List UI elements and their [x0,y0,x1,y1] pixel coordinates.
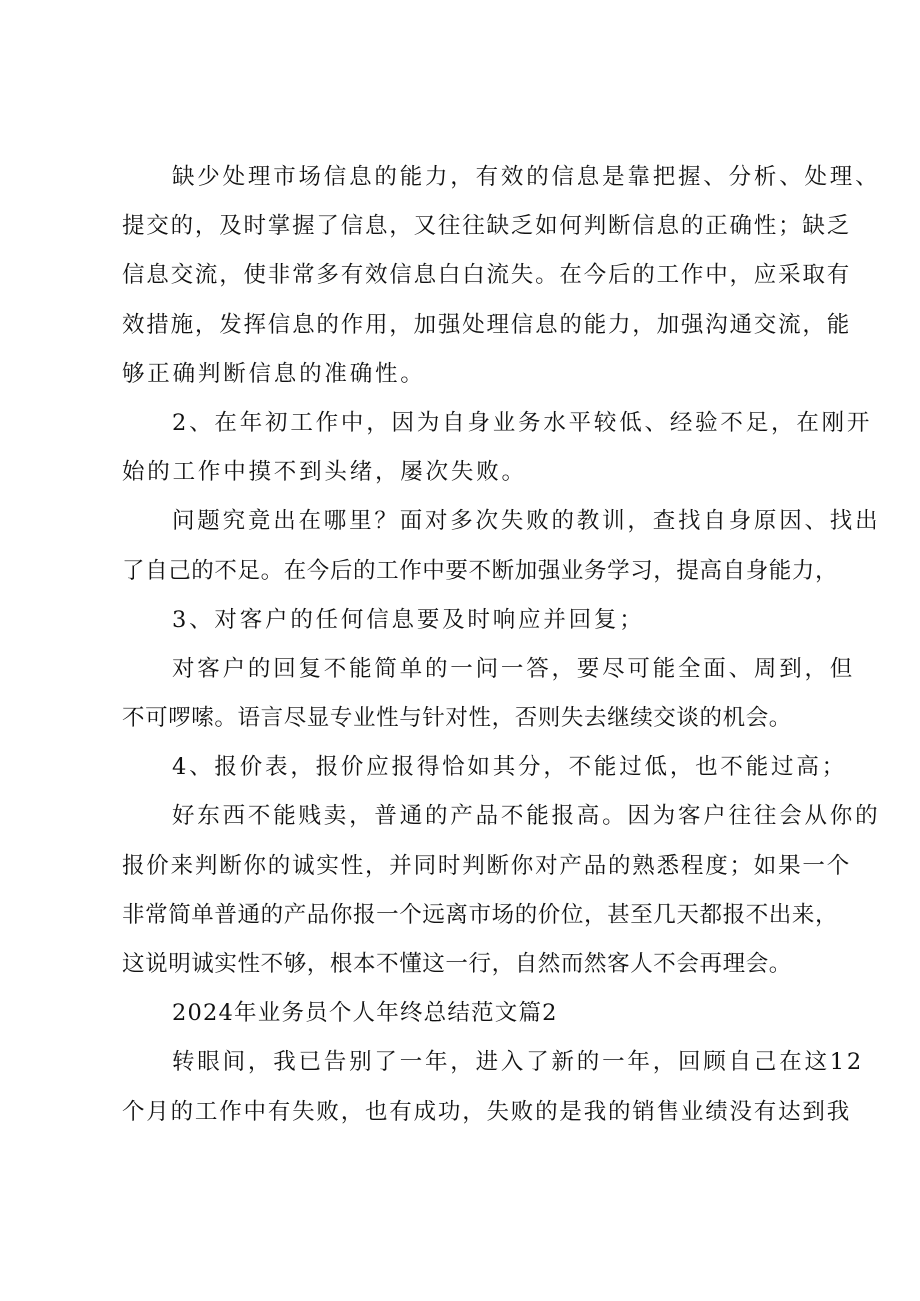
text-line: 不可啰嗦。语言尽显专业性与针对性，否则失去继续交谈的机会。 [122,705,792,732]
text-line: 个月的工作中有失败，也有成功，失败的是我的销售业绩没有达到我 [122,1098,852,1125]
document-body [122,161,881,1145]
text-line: 这说明诚实性不够，根本不懂这一行，自然而然客人不会再理会。 [122,951,792,977]
text-line: 问题究竟出在哪里？面对多次失败的教训，查找自身原因、找出 [172,508,881,535]
text-line: 好东西不能贱卖，普通的产品不能报高。因为客户往往会从你的 [172,803,881,830]
text-line: 够正确判断信息的准确性。 [122,360,426,387]
text-line: 3、对客户的任何信息要及时响应并回复； [172,606,645,633]
text-line: 缺少处理市场信息的能力，有效的信息是靠把握、分析、处理、 [172,164,881,190]
text-line: 2、在年初工作中，因为自身业务水平较低、经验不足，在刚开 [172,409,873,436]
text-line: 提交的，及时掌握了信息，又往往缺乏如何判断信息的正确性；缺乏 [122,213,852,240]
text-line: 信息交流，使非常多有效信息白白流失。在今后的工作中，应采取有 [122,262,852,289]
section-heading: 2024年业务员个人年终总结范文篇2 [172,1000,558,1027]
text-line: 非常简单普通的产品你报一个远离市场的价位，甚至几天都报不出来， [122,901,839,928]
text-line: 报价来判断你的诚实性，并同时判断你对产品的熟悉程度；如果一个 [122,852,852,879]
text-line: 始的工作中摸不到头绪，屡次失败。 [122,459,527,486]
text-line: 转眼间，我已告别了一年，进入了新的一年，回顾自己在这12 [172,1049,865,1076]
text-line: 4、报价表，报价应报得恰如其分，不能过低，也不能过高； [172,754,847,781]
text-line: 效措施，发挥信息的作用，加强处理信息的能力，加强沟通交流，能 [122,311,852,338]
text-line: 对客户的回复不能简单的一问一答，要尽可能全面、周到，但 [172,655,856,682]
text-line: 了自己的不足。在今后的工作中要不断加强业务学习，提高自身能力， [122,557,839,584]
